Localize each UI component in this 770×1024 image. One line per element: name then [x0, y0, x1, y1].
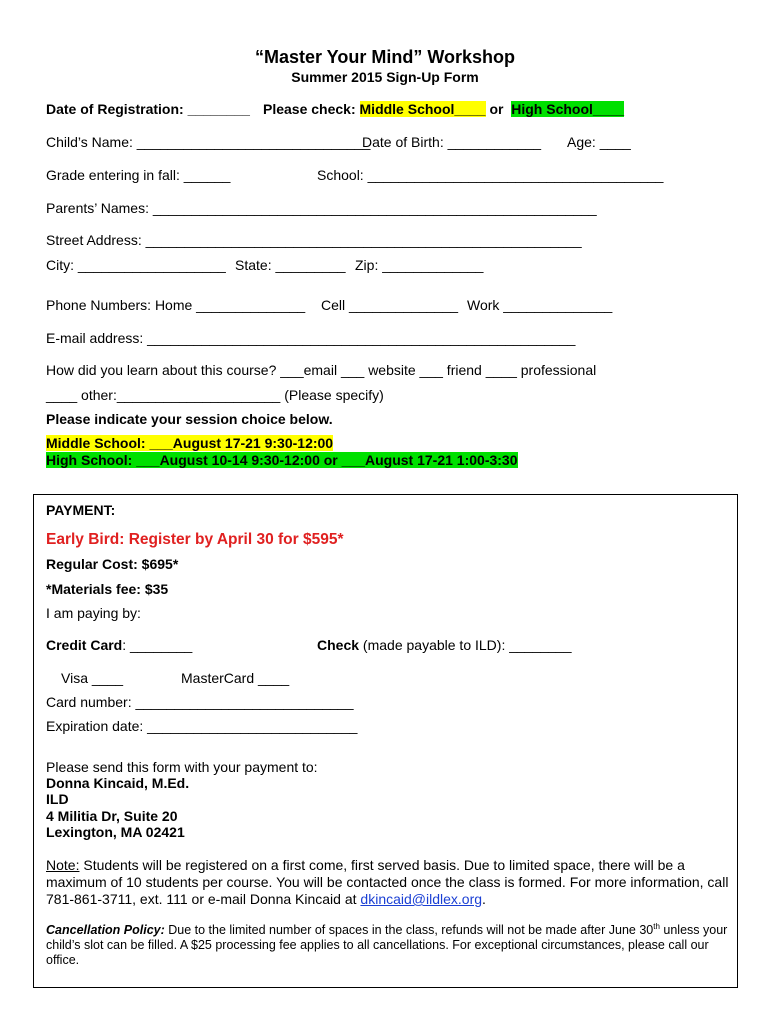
middle-school-session[interactable]: Middle School: ___August 17-21 9:30-12:00 [46, 435, 334, 451]
credit-card-label: Credit Card [46, 637, 123, 653]
note-label: Note: [46, 857, 80, 873]
dob-field[interactable]: Date of Birth: ____________ [362, 134, 542, 150]
parents-names-field[interactable]: Parents’ Names: _________________________________________________________ [46, 200, 597, 216]
form-title: “Master Your Mind” Workshop [254, 47, 516, 67]
note-end: . [482, 891, 486, 907]
mail-street: 4 Militia Dr, Suite 20 [46, 808, 178, 824]
cancellation-sup: th [653, 922, 660, 931]
mail-intro: Please send this form with your payment to: [46, 759, 318, 775]
check-field[interactable] [317, 637, 572, 653]
early-bird-offer: Early Bird: Register by April 30 for $595* [46, 531, 344, 548]
credit-card-field[interactable] [46, 637, 192, 653]
child-name-field[interactable]: Child’s Name: ______________________________ [46, 134, 371, 150]
form-subtitle: Summer 2015 Sign-Up Form [291, 69, 479, 85]
mail-org: ILD [46, 791, 69, 807]
school-field[interactable]: School: ______________________________________ [317, 167, 664, 183]
mail-city: Lexington, MA 02421 [46, 824, 185, 840]
check-blank[interactable]: (made payable to ILD): ________ [359, 637, 572, 653]
expiration-date-field[interactable]: Expiration date: ___________________________ [46, 718, 358, 734]
materials-fee: *Materials fee: $35 [46, 581, 169, 597]
level-check [263, 101, 624, 117]
referral-source-field[interactable]: How did you learn about this course? ___email ___ website ___ friend ____ professional [46, 362, 597, 378]
note-text: Students will be registered on a first come, first served basis. Due to limited space, there will be a maximum of 10 students per course. You will be contacted once the class is formed. For more information, call 781-861-3711, ext. 111 or e-mail Donna Kincaid at [46, 857, 729, 907]
state-field[interactable]: State: _________ [235, 257, 346, 273]
regular-cost: Regular Cost: $695* [46, 556, 179, 572]
cancellation-policy [46, 919, 736, 968]
paying-by-label: I am paying by: [46, 605, 141, 621]
card-number-field[interactable]: Card number: ____________________________ [46, 694, 354, 710]
cancellation-text-2: unless your child’s slot can be filled. A $25 processing fee applies to all cancellations. For exceptional circumstances, please call our office. [46, 923, 728, 968]
cancellation-text-1: Due to the limited number of spaces in the class, refunds will not be made after June 30 [164, 923, 654, 938]
city-field[interactable]: City: ___________________ [46, 257, 226, 273]
payment-heading: PAYMENT: [46, 502, 116, 518]
middle-school-option[interactable]: Middle School____ [359, 101, 486, 117]
level-check-label: Please check: [263, 101, 360, 117]
referral-other-field[interactable]: ____ other:_____________________ (Please specify) [46, 387, 384, 403]
high-school-session[interactable]: High School: ___August 10-14 9:30-12:00 or ___August 17-21 1:00-3:30 [46, 452, 518, 468]
cancellation-label: Cancellation Policy: [46, 923, 165, 938]
email-field[interactable]: E-mail address: _______________________________________________________ [46, 330, 576, 346]
or-label: or [485, 101, 508, 117]
note-paragraph [46, 857, 736, 908]
mail-name: Donna Kincaid, M.Ed. [46, 775, 190, 791]
cell-phone-field[interactable]: Cell ______________ [321, 297, 459, 313]
visa-option[interactable]: Visa ____ [61, 670, 124, 686]
street-address-field[interactable]: Street Address: ________________________________________________________ [46, 232, 582, 248]
work-phone-field[interactable]: Work ______________ [467, 297, 613, 313]
session-heading: Please indicate your session choice below. [46, 411, 333, 427]
zip-field[interactable]: Zip: _____________ [355, 257, 484, 273]
mastercard-option[interactable]: MasterCard ____ [181, 670, 290, 686]
contact-email-link[interactable]: dkincaid@ildlex.org [360, 891, 483, 907]
high-school-option[interactable]: High School____ [511, 101, 625, 117]
age-field[interactable]: Age: ____ [567, 134, 631, 150]
credit-card-blank[interactable]: : ________ [122, 637, 193, 653]
registration-date-field[interactable]: Date of Registration: ________ [46, 101, 250, 117]
home-phone-field[interactable]: Phone Numbers: Home ______________ [46, 297, 306, 313]
grade-field[interactable]: Grade entering in fall: ______ [46, 167, 231, 183]
check-label: Check [317, 637, 360, 653]
